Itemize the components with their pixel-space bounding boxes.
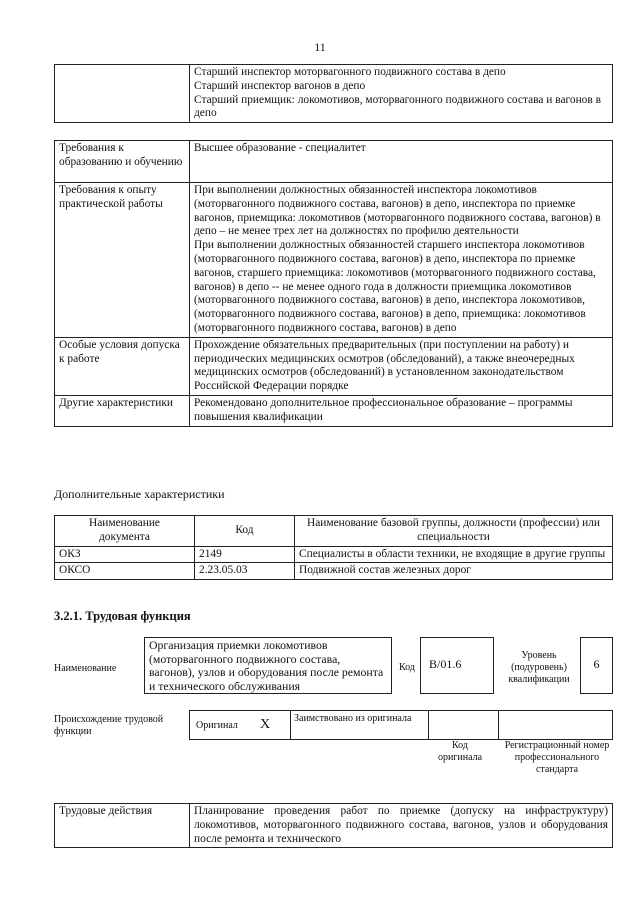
original-label: Оригинал	[196, 720, 238, 731]
header-name: Наименование базовой группы, должности (профессии) или специальности	[295, 516, 613, 547]
positions-list: Старший инспектор моторвагонного подвижного состава в депо Старший инспектор вагонов в депо Старший приемщик: локомотивов, моторвагонного подвижного состава и вагонов в депо	[190, 65, 613, 123]
header-code: Код	[195, 516, 295, 547]
actions-table	[54, 803, 613, 848]
additional-title: Дополнительные характеристики	[54, 487, 225, 501]
other-value: Рекомендовано дополнительное профессиональное образование – программы повышения квалификации	[190, 395, 613, 426]
table-row	[55, 563, 613, 580]
table-row	[55, 65, 613, 123]
actions-text: Планирование проведения работ по приемке (допуску на инфраструктуру) локомотивов, моторвагонного подвижного состава, вагонов, узлов и оборудования после ремонта и технического	[190, 804, 613, 848]
additional-table	[54, 515, 613, 580]
origin-label: Происхождение трудовой функции	[54, 714, 164, 737]
section-title: 3.2.1. Трудовая функция	[54, 609, 191, 623]
code-caption: Код оригинала	[437, 740, 483, 763]
education-label: Требования к образованию и обучению	[55, 141, 190, 183]
page-number: 11	[314, 40, 326, 54]
education-value: Высшее образование - специалитет	[190, 141, 613, 183]
table-row	[55, 183, 613, 338]
experience-label: Требования к опыту практической работы	[55, 183, 190, 338]
table-row	[55, 546, 613, 563]
requirements-table	[54, 140, 613, 427]
table-row	[55, 141, 613, 183]
name-cell: Подвижной состав железных дорог	[295, 563, 613, 580]
level-label: Уровень (подуровень) квалификации	[508, 650, 570, 685]
table-header-row	[55, 516, 613, 547]
function-name: Организация приемки локомотивов (моторвагонного подвижного состава, вагонов), узлов и оборудования после ремонта и технического обслуживания	[149, 638, 384, 693]
code-cell: 2149	[195, 546, 295, 563]
code-label: Код	[399, 662, 415, 673]
empty-cell	[55, 65, 190, 123]
level-value: 6	[593, 657, 600, 671]
header-doc: Наименование документа	[55, 516, 195, 547]
code-cell: 2.23.05.03	[195, 563, 295, 580]
code-value: В/01.6	[429, 657, 462, 671]
name-label: Наименование	[54, 663, 117, 674]
actions-label: Трудовые действия	[55, 804, 190, 848]
positions-table	[54, 64, 613, 123]
reg-caption: Регистрационный номер профессионального стандарта	[504, 740, 610, 775]
table-row	[55, 804, 613, 848]
level-box	[580, 637, 613, 694]
original-mark: X	[260, 717, 271, 732]
function-name-box	[144, 637, 392, 694]
origin-row	[189, 710, 613, 740]
code-box	[420, 637, 494, 694]
special-conditions-label: Особые условия допуска к работе	[55, 337, 190, 395]
table-row	[55, 395, 613, 426]
borrowed-label: Заимствовано из оригинала	[294, 713, 412, 724]
doc-cell: ОКЗ	[55, 546, 195, 563]
other-label: Другие характеристики	[55, 395, 190, 426]
name-cell: Специалисты в области техники, не входящие в другие группы	[295, 546, 613, 563]
special-conditions-value: Прохождение обязательных предварительных (при поступлении на работу) и периодических медицинских осмотров (обследований), а также внеочередных медицинских осмотров (обследований) в установленном законодательством Российской Федерации порядке	[190, 337, 613, 395]
table-row	[55, 337, 613, 395]
experience-value: При выполнении должностных обязанностей инспектора локомотивов (моторвагонного подвижного состава, вагонов) в депо, инспектора по приемке вагонов, приемщика: локомотивов (моторвагонного подвижного состава, вагонов) в депо – не менее трех лет на должностях по профилю деятельности При выполнении должностных обязанностей старшего инспектора локомотивов (моторвагонного подвижного состава, вагонов) в депо, инспектора по приемке вагонов, старшего приемщика: локомотивов (моторвагонного подвижного состава, вагонов) в депо -- не менее одного года в должности приемщика локомотивов (моторвагонного подвижного состава, вагонов) в депо, инспектора локомотивов, (моторвагонного подвижного состава, вагонов) в депо, приемщика: локомотивов (моторвагонного подвижного состава, вагонов) в депо	[190, 183, 613, 338]
doc-cell: ОКСО	[55, 563, 195, 580]
